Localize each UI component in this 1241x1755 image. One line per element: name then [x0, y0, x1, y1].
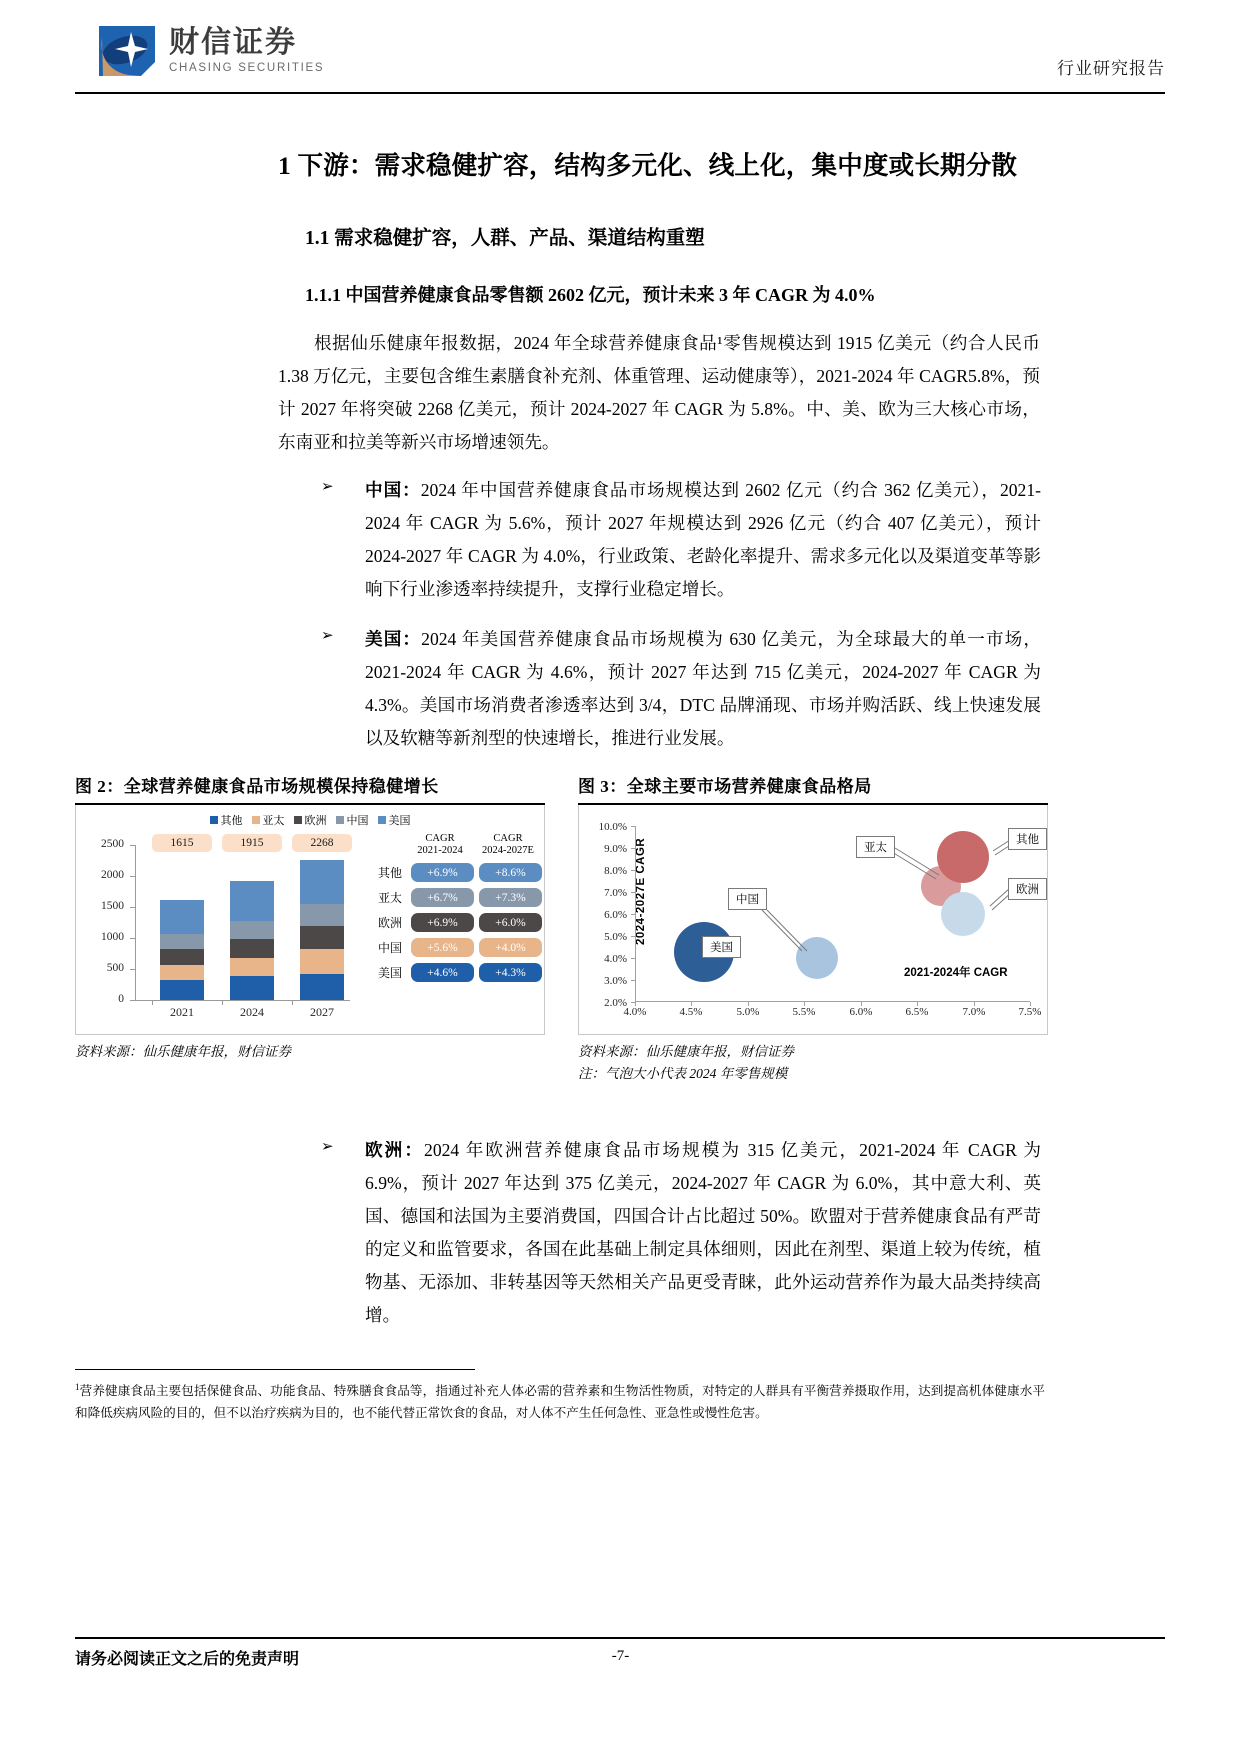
bullet-lead-china: 中国： — [365, 480, 421, 500]
y-tick-3: 3.0% — [604, 975, 627, 988]
bar-seg-europe-2027 — [300, 926, 344, 949]
legend-label-europe: 欧洲 — [304, 815, 327, 828]
legend-swatch-europe — [294, 816, 302, 824]
company-logo — [95, 22, 324, 80]
cagr-row-other — [372, 863, 542, 882]
body-paragraph: 根据仙乐健康年报数据，2024 年全球营养健康食品¹零售规模达到 1915 亿美元（约合人民币 1.38 万亿元，主要包含维生素膳食补充剂、体重管理、运动健康等），2021-2024 年 CAGR5.8%，预计 2027 年将突破 2268 亿美元，预计 2024-2027 年 CAGR 为 5.8%。中、美、欧为三大核心市场，东南亚和拉美等新兴市场增速领先。 — [278, 333, 1040, 452]
cagr-apac-2024-2027: +7.3% — [479, 888, 542, 907]
bar-seg-china-2027 — [300, 904, 344, 926]
y-tick-2: 2.0% — [604, 997, 627, 1010]
cagr-col2-header — [474, 833, 542, 857]
logo-text-cn: 财信证券 — [169, 25, 297, 59]
bullet-item-usa — [321, 623, 1041, 755]
x-tick-5-5: 5.5% — [792, 1006, 816, 1019]
footnote — [75, 1376, 1045, 1424]
y-tick-1500: 1500 — [101, 900, 124, 913]
legend-swatch-apac — [252, 816, 260, 824]
section-heading-3: 1.1.1 中国营养健康食品零售额 2602 亿元，预计未来 3 年 CAGR 为 4.0% — [305, 285, 876, 305]
chart2-legend — [76, 812, 544, 828]
cagr-col1-header — [406, 833, 474, 857]
figure-3-canvas — [578, 805, 1048, 1035]
header-report-type: 行业研究报告 — [1057, 59, 1165, 78]
bar-seg-other-2024 — [230, 976, 274, 1000]
callout-europe: 欧洲 — [1008, 878, 1047, 900]
x-label-2024: 2024 — [240, 1005, 264, 1020]
cagr-row-label-other: 其他 — [377, 866, 402, 881]
figure-2-title: 图 2：全球营养健康食品市场规模保持稳健增长 — [75, 777, 439, 796]
callout-china: 中国 — [728, 888, 767, 910]
bullet-text-europe: 2024 年欧洲营养健康食品市场规模为 315 亿美元，2021-2024 年 CAGR 为 6.9%，预计 2027 年达到 375 亿美元，2024-2027 年 CAGR 为 6.0%，其中意大利、英国、德国和法国为主要消费国，四国合计占比超过 50%。欧盟对于营养健康食品有严苛的定义和监管要求，各国在此基础上制定具体细则，因此在剂型、渠道上较为传统，植物基、无添加、非转基因等天然相关产品更受青睐，此外运动营养作为最大品类持续高增。 — [365, 1140, 1041, 1325]
legend-label-china: 中国 — [346, 815, 369, 828]
cagr-row-apac — [372, 888, 542, 907]
callout-usa: 美国 — [702, 936, 741, 958]
y-tick-500: 500 — [106, 962, 124, 975]
cagr-col2-line2: 2024-2027E — [482, 845, 534, 857]
cagr-usa-2024-2027: +4.3% — [479, 963, 542, 982]
cagr-row-europe — [372, 913, 542, 932]
x-label-2021: 2021 — [170, 1005, 194, 1020]
y-tick-1000: 1000 — [101, 931, 124, 944]
bar-seg-china-2021 — [160, 934, 204, 949]
y-tick-7: 7.0% — [604, 887, 627, 900]
legend-swatch-usa — [378, 816, 386, 824]
figure-2-source: 资料来源：仙乐健康年报，财信证券 — [75, 1044, 291, 1060]
cagr-europe-2024-2027: +6.0% — [479, 913, 542, 932]
y-tick-9: 9.0% — [604, 843, 627, 856]
figure-3-title: 图 3：全球主要市场营养健康食品格局 — [578, 777, 872, 796]
cagr-other-2021-2024: +6.9% — [411, 863, 474, 882]
chart3-plot-area — [635, 826, 1039, 1002]
bubble-chart — [579, 805, 1047, 1034]
cagr-header-spacer — [372, 833, 406, 857]
bar-seg-apac-2021 — [160, 965, 204, 980]
figure-2-canvas — [75, 805, 545, 1035]
y-tick-4: 4.0% — [604, 953, 627, 966]
cagr-col2-line1: CAGR — [493, 833, 523, 845]
header-divider — [75, 92, 1165, 94]
footer-divider — [75, 1637, 1165, 1639]
bullet-arrow-icon: ➢ — [321, 628, 334, 644]
y-axis-title: 2024-2027E CAGR — [635, 837, 647, 946]
cagr-other-2024-2027: +8.6% — [479, 863, 542, 882]
stacked-bar-chart — [76, 805, 544, 1034]
cagr-apac-2021-2024: +6.7% — [411, 888, 474, 907]
bullet-text-usa: 2024 年美国营养健康食品市场规模为 630 亿美元，为全球最大的单一市场，2021-2024 年 CAGR 为 4.6%，预计 2027 年达到 715 亿美元，2024-2027 年 CAGR 为 4.3%。美国市场消费者渗透率达到 3/4，DTC 品牌涌现、市场并购活跃、线上快速发展以及软糖等新剂型的快速增长，推进行业发展。 — [365, 629, 1041, 748]
cagr-table — [372, 833, 542, 982]
y-axis-line — [135, 845, 136, 1000]
footnote-divider — [75, 1369, 475, 1370]
x-axis-line — [135, 1000, 350, 1001]
figure-3-source: 资料来源：仙乐健康年报，财信证券 — [578, 1044, 794, 1060]
cagr-row-usa — [372, 963, 542, 982]
section-heading-1: 1 下游：需求稳健扩容，结构多元化、线上化，集中度或长期分散 — [278, 151, 1018, 180]
cagr-row-label-apac: 亚太 — [377, 891, 402, 906]
legend-label-usa: 美国 — [388, 815, 411, 828]
figure-3 — [578, 772, 1048, 1084]
bullet-item-china — [321, 474, 1041, 606]
footnote-text: 营养健康食品主要包括保健食品、功能食品、特殊膳食食品等，指通过补充人体必需的营养素和生物活性物质，对特定的人群具有平衡营养摄取作用，达到提高机体健康水平和降低疾病风险的目的，但不以治疗疾病为目的，也不能代替正常饮食的食品，对人体不产生任何急性、亚急性或慢性危害。 — [75, 1384, 1045, 1421]
x-tick-4-5: 4.5% — [679, 1006, 703, 1019]
cagr-row-label-china: 中国 — [377, 941, 402, 956]
y-tick-0: 0 — [118, 993, 124, 1006]
bar-2027 — [300, 860, 344, 1001]
cagr-row-label-europe: 欧洲 — [377, 916, 402, 931]
bullet-lead-europe: 欧洲： — [365, 1140, 425, 1160]
y-tick-5: 5.0% — [604, 931, 627, 944]
bar-seg-china-2024 — [230, 921, 274, 939]
bar-seg-usa-2021 — [160, 900, 204, 934]
bullet-text-china: 2024 年中国营养健康食品市场规模达到 2602 亿元（约合 362 亿美元），2021-2024 年 CAGR 为 5.6%，预计 2027 年规模达到 2926 亿元（约合 407 亿美元），预计 2024-2027 年 CAGR 为 4.0%，行业政策、老龄化率提升、需求多元化以及渠道变革等影响下行业渗透率持续提升，支撑行业稳定增长。 — [365, 480, 1041, 599]
bullet-arrow-icon: ➢ — [321, 479, 334, 495]
figure-2 — [75, 772, 545, 1062]
footnote-marker: 1 — [75, 1382, 80, 1392]
bar-total-2027: 2268 — [292, 834, 352, 852]
section-heading-2: 1.1 需求稳健扩容，人群、产品、渠道结构重塑 — [305, 228, 705, 249]
callout-other: 其他 — [1008, 828, 1047, 850]
x-tick-7-0: 7.0% — [962, 1006, 986, 1019]
bar-seg-europe-2024 — [230, 939, 274, 959]
cagr-col1-line2: 2021-2024 — [417, 845, 463, 857]
cagr-china-2021-2024: +5.6% — [411, 938, 474, 957]
cagr-row-label-usa: 美国 — [377, 966, 402, 981]
bullet-lead-usa: 美国： — [365, 629, 422, 649]
bar-seg-europe-2021 — [160, 949, 204, 965]
logo-text-en: CHASING SECURITIES — [169, 61, 325, 74]
bar-seg-other-2021 — [160, 980, 204, 1000]
y-tick-2000: 2000 — [101, 869, 124, 882]
cagr-usa-2021-2024: +4.6% — [411, 963, 474, 982]
y-tick-10: 10.0% — [598, 821, 627, 834]
bar-total-2021: 1615 — [152, 834, 212, 852]
footer-disclaimer: 请务必阅读正文之后的免责声明 — [75, 1651, 300, 1668]
bullet-arrow-icon: ➢ — [321, 1139, 334, 1155]
bar-seg-apac-2027 — [300, 949, 344, 974]
bar-seg-other-2027 — [300, 974, 344, 1000]
legend-label-other: 其他 — [220, 815, 243, 828]
bar-seg-usa-2027 — [300, 860, 344, 904]
bar-seg-apac-2024 — [230, 958, 274, 976]
x-tick-5-0: 5.0% — [736, 1006, 760, 1019]
bar-2024 — [230, 881, 274, 1000]
x-tick-6-0: 6.0% — [849, 1006, 873, 1019]
x-tick-7-5: 7.5% — [1018, 1006, 1042, 1019]
logo-mark-icon — [95, 22, 159, 80]
bar-2021 — [160, 900, 204, 1000]
callout-apac: 亚太 — [856, 836, 895, 858]
x-tick-4-0: 4.0% — [623, 1006, 647, 1019]
cagr-china-2024-2027: +4.0% — [479, 938, 542, 957]
figure-3-note: 注：气泡大小代表 2024 年零售规模 — [578, 1066, 788, 1082]
footer-page-number: -7- — [611, 1648, 630, 1664]
legend-item-usa — [378, 812, 411, 828]
y-tick-2500: 2500 — [101, 838, 124, 851]
legend-swatch-china — [336, 816, 344, 824]
legend-item-apac — [252, 812, 285, 828]
x-tick-6-5: 6.5% — [905, 1006, 929, 1019]
x-label-2027: 2027 — [310, 1005, 334, 1020]
bullet-item-europe — [321, 1134, 1041, 1332]
bar-total-2024: 1915 — [222, 834, 282, 852]
cagr-row-china — [372, 938, 542, 957]
legend-swatch-other — [210, 816, 218, 824]
chart2-plot-area — [84, 835, 356, 1020]
legend-item-europe — [294, 812, 327, 828]
legend-item-china — [336, 812, 369, 828]
y-tick-8: 8.0% — [604, 865, 627, 878]
bar-seg-usa-2024 — [230, 881, 274, 920]
y-tick-6: 6.0% — [604, 909, 627, 922]
cagr-europe-2021-2024: +6.9% — [411, 913, 474, 932]
x-axis-title: 2021-2024年 CAGR — [904, 967, 1008, 980]
legend-item-other — [210, 812, 243, 828]
legend-label-apac: 亚太 — [262, 815, 285, 828]
cagr-col1-line1: CAGR — [425, 833, 455, 845]
page-header — [75, 18, 1165, 90]
cagr-table-header — [372, 833, 542, 857]
